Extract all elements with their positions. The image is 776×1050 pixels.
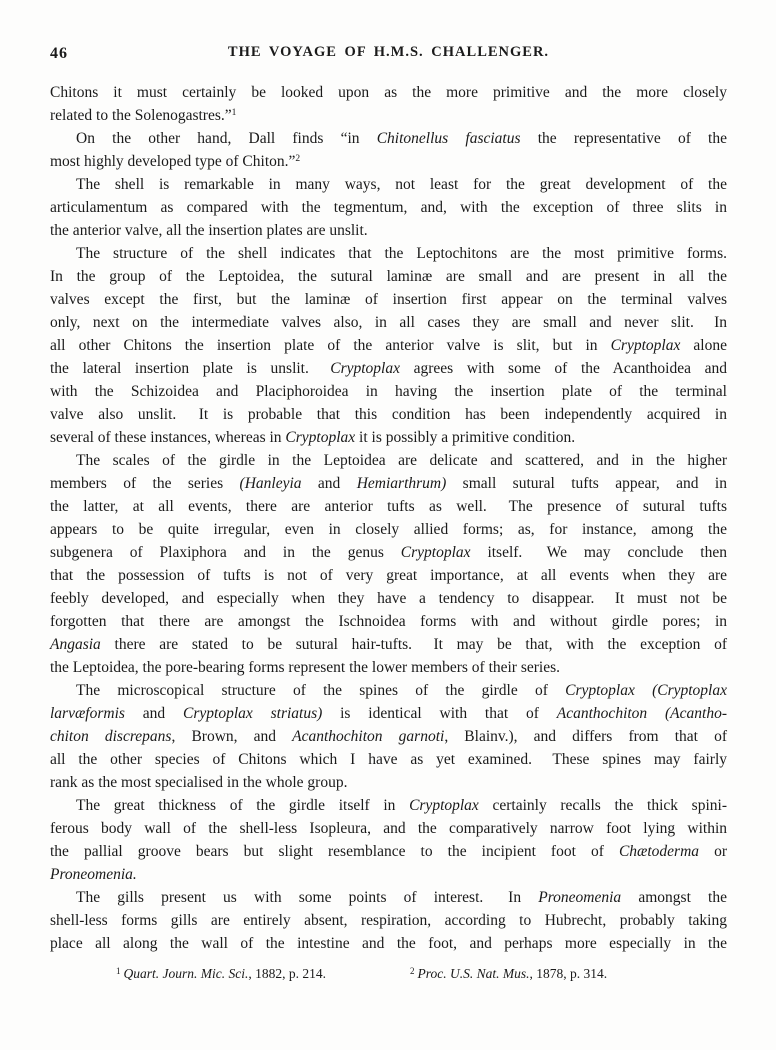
text-line (50, 725, 727, 748)
text-line (50, 518, 727, 541)
text-line (50, 472, 727, 495)
text-line (50, 587, 727, 610)
text-segment: related to the Solenogastres.” (50, 107, 232, 124)
text-segment: that the possession of tufts is not of very great importance, at all events when they are (50, 567, 727, 584)
text-line (50, 748, 727, 771)
text-line (50, 196, 727, 219)
text-segment: Cryptoplax (330, 360, 400, 377)
text-line (50, 702, 727, 725)
text-segment: most highly developed type of Chiton.” (50, 153, 296, 170)
text-segment: rank as the most specialised in the whole group. (50, 774, 348, 791)
text-segment: several of these instances, whereas in (50, 429, 286, 446)
footnote (410, 965, 607, 983)
text-segment: small sutural tufts appear, and in (446, 475, 727, 492)
text-segment: the pallial groove bears but slight resemblance to the incipient foot of (50, 843, 619, 860)
text-segment: the Leptoidea, the pore-bearing forms represent the lower members of their series. (50, 659, 561, 676)
text-segment: the representative of the (520, 130, 727, 147)
text-line (50, 794, 727, 817)
text-line (50, 173, 727, 196)
text-segment: subgenera of Plaxiphora and in the genus (50, 544, 401, 561)
text-segment: amongst the (621, 889, 727, 906)
superscript-reference: 2 (295, 154, 301, 164)
text-line (50, 495, 727, 518)
text-segment: , Brown, and (171, 728, 293, 745)
text-segment: shell-less forms gills are entirely absent, respiration, according to Hubrecht, probably taking (50, 912, 727, 929)
text-line (50, 633, 727, 656)
text-line (50, 541, 727, 564)
text-line (50, 127, 727, 150)
text-segment: The structure of the shell indicates that the Leptochitons are the most primitive forms. (76, 245, 727, 262)
text-line (50, 81, 727, 104)
text-segment: Chætoderma (618, 843, 700, 860)
text-segment: appears to be quite irregular, even in closely allied forms; as, for instance, among the (50, 521, 727, 538)
text-segment: and (301, 475, 357, 492)
text-segment: chiton discrepans (50, 728, 172, 745)
text-segment: The great thickness of the girdle itself in (76, 797, 410, 814)
text-segment: The gills present us with some points of interest. In (76, 889, 539, 906)
text-segment: , Blainv.), and differs from that of (444, 728, 727, 745)
text-segment: Cryptoplax (610, 337, 681, 354)
text-segment: is identical with that of (322, 705, 557, 722)
text-line (50, 449, 727, 472)
superscript-reference: 1 (231, 108, 237, 118)
text-segment: Cryptoplax striatus) (183, 705, 323, 722)
text-line (50, 311, 727, 334)
text-segment: , 1882, p. 214. (248, 966, 326, 981)
text-segment: On the other hand, Dall finds “in (76, 130, 377, 147)
text-line (50, 886, 727, 909)
text-segment: and (124, 705, 184, 722)
text-segment: ferous body wall of the shell-less Isopleura, and the comparatively narrow foot lying within (50, 820, 727, 837)
text-segment: members of the series (50, 475, 240, 492)
text-segment: valves except the first, but the laminæ of insertion first appear on the terminal valves (50, 291, 727, 308)
text-segment: Cryptoplax (400, 544, 471, 561)
text-segment: Chitons it must certainly be looked upon as the more primitive and the more closely (50, 84, 727, 101)
text-line (50, 380, 727, 403)
text-segment: the anterior valve, all the insertion plates are unslit. (50, 222, 368, 239)
text-segment: place all along the wall of the intestine and the foot, and perhaps more especially in the (50, 935, 727, 952)
text-segment: alone (680, 337, 727, 354)
text-line (50, 219, 727, 242)
text-segment: In the group of the Leptoidea, the sutural laminæ are small and are present in all the (50, 268, 727, 285)
text-segment: Quart. Journ. Mic. Sci. (123, 966, 249, 981)
text-segment: the latter, at all events, there are anterior tufts as well. The presence of sutural tufts (50, 498, 727, 515)
text-segment: only, next on the intermediate valves also, in all cases they are small and never slit. In (50, 314, 727, 331)
text-segment: agrees with some of the Acanthoidea and (400, 360, 727, 377)
text-segment: itself. We may conclude then (470, 544, 727, 561)
text-segment: articulamentum as compared with the tegmentum, and, with the exception of three slits in (50, 199, 727, 216)
text-segment: or (699, 843, 728, 860)
footnotes (50, 965, 727, 983)
text-segment: larvæformis (50, 705, 125, 722)
text-segment: Proneomenia (538, 889, 622, 906)
text-line (50, 771, 727, 794)
text-segment: Acanthochiton (Acantho- (556, 705, 728, 722)
running-title: THE VOYAGE OF H.M.S. CHALLENGER. (227, 44, 550, 60)
text-segment: Proc. U.S. Nat. Mus. (417, 966, 530, 981)
text-segment: it is possibly a primitive condition. (355, 429, 576, 446)
text-segment: Hemiarthrum) (356, 475, 447, 492)
text-line (50, 932, 727, 955)
text-segment: The microscopical structure of the spines of the girdle of (76, 682, 566, 699)
text-block (50, 81, 727, 955)
text-segment: Angasia (50, 636, 101, 653)
text-segment: Cryptoplax (Cryptoplax (565, 682, 727, 699)
text-line (50, 357, 727, 380)
text-line (50, 679, 727, 702)
text-line (50, 840, 727, 863)
text-segment: the lateral insertion plate is unslit. (50, 360, 331, 377)
text-segment: Proneomenia. (50, 866, 137, 883)
text-segment: The scales of the girdle in the Leptoidea are delicate and scattered, and in the higher (76, 452, 727, 469)
text-line (50, 426, 727, 449)
text-line (50, 150, 727, 173)
text-segment: Cryptoplax (409, 797, 479, 814)
text-segment: , 1878, p. 314. (529, 966, 608, 981)
text-line (50, 288, 727, 311)
page-header (50, 44, 727, 64)
text-line (50, 242, 727, 265)
text-line (50, 656, 727, 679)
text-segment: forgotten that there are amongst the Ischnoidea forms with and without girdle pores; in (50, 613, 727, 630)
text-segment: Chitonellus fasciatus (376, 130, 521, 147)
text-line (50, 610, 727, 633)
footnote-marker: 2 (409, 966, 415, 976)
text-line (50, 817, 727, 840)
text-line (50, 403, 727, 426)
text-segment: all other Chitons the insertion plate of the anterior valve is slit, but in (50, 337, 611, 354)
page-number: 46 (50, 45, 68, 62)
text-segment: valve also unslit. It is probable that this condition has been independently acquired in (50, 406, 727, 423)
text-line (50, 104, 727, 127)
text-segment: Acanthochiton garnoti (292, 728, 445, 745)
text-line (50, 334, 727, 357)
text-line (50, 564, 727, 587)
text-segment: Cryptoplax (285, 429, 356, 446)
text-line (50, 265, 727, 288)
text-segment: all the other species of Chitons which I have as yet examined. These spines may fairly (50, 751, 727, 768)
footnote-marker: 1 (116, 966, 121, 976)
text-line (50, 863, 727, 886)
text-segment: The shell is remarkable in many ways, not least for the great development of the (76, 176, 727, 193)
text-segment: with the Schizoidea and Placiphoroidea in having the insertion plate of the terminal (50, 383, 727, 400)
text-segment: certainly recalls the thick spini- (478, 797, 727, 814)
text-segment: (Hanleyia (239, 475, 302, 492)
text-line (50, 909, 727, 932)
footnote (116, 965, 326, 983)
text-segment: feebly developed, and especially when they have a tendency to disappear. It must not be (50, 590, 727, 607)
text-segment: there are stated to be sutural hair-tufts. It may be that, with the exception of (100, 636, 727, 653)
